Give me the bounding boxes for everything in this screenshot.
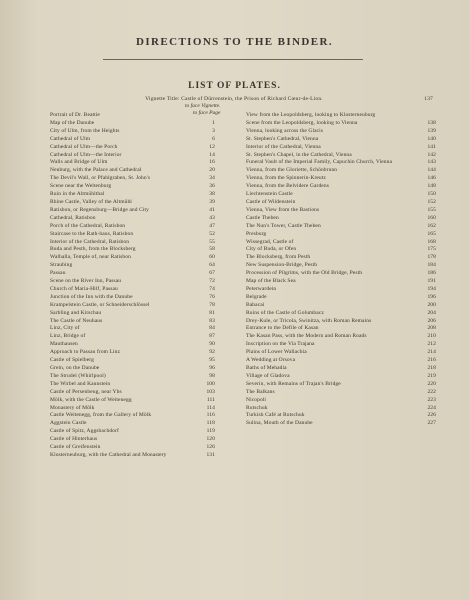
plate-page: 165 bbox=[427, 230, 436, 237]
list-title: LIST OF PLATES. bbox=[188, 81, 281, 91]
plate-title: Castle of Hinterhaus bbox=[50, 436, 98, 443]
plate-title: Approach to Passau from Linz bbox=[50, 349, 121, 356]
plate-title: Vienna, looking across the Glacis bbox=[246, 127, 324, 134]
plate-page: 6 bbox=[212, 135, 215, 142]
plate-title: Nicopoli bbox=[246, 396, 267, 403]
plate-page: 76 bbox=[209, 293, 215, 300]
plate-title: Funeral Vault of the Imperial Family, Capuchin Church, Vienna bbox=[246, 159, 393, 166]
plate-entry bbox=[50, 270, 215, 278]
plate-title: Sulina, Mouth of the Danube bbox=[246, 420, 313, 427]
plate-entry bbox=[50, 278, 215, 286]
plate-entry bbox=[50, 199, 215, 207]
plate-title: St. Stephen's Cathedral, Vienna bbox=[246, 135, 319, 142]
plate-entry bbox=[50, 373, 215, 381]
plate-page: 200 bbox=[427, 301, 436, 308]
plate-title: Liechtenstein Castle bbox=[246, 191, 293, 198]
plate-title: New Suspension-Bridge, Pesth bbox=[246, 262, 318, 269]
plate-entry bbox=[50, 444, 215, 452]
plate-entry bbox=[246, 341, 436, 349]
plate-entry bbox=[50, 144, 215, 152]
plate-entry bbox=[246, 183, 436, 191]
plate-entry bbox=[246, 254, 436, 262]
plate-page: 194 bbox=[427, 285, 436, 292]
plate-entry bbox=[50, 389, 215, 397]
plate-page: 150 bbox=[427, 191, 436, 198]
plate-entry bbox=[50, 254, 215, 262]
plate-entry bbox=[246, 136, 436, 144]
plate-entry bbox=[50, 412, 215, 420]
plate-title: Scene from the Leopoldsberg, looking to Vienna bbox=[246, 119, 358, 126]
plate-title: The Wirbel and Kaunstein bbox=[50, 380, 111, 387]
plate-entry bbox=[246, 278, 436, 286]
plate-title: Peterwardein bbox=[246, 285, 277, 292]
plate-entry bbox=[50, 246, 215, 254]
plate-entry bbox=[50, 397, 215, 405]
plate-entry bbox=[50, 207, 215, 215]
plate-entry bbox=[246, 357, 436, 365]
plate-entry bbox=[50, 420, 215, 428]
plate-entry bbox=[50, 239, 215, 247]
plate-title: The Kasan Pass, with the Modern and Roman Roads bbox=[246, 333, 367, 340]
plate-entry bbox=[246, 231, 436, 239]
plate-page: 178 bbox=[427, 254, 436, 261]
plate-page: 186 bbox=[427, 270, 436, 277]
plate-title: Aggstein Castle bbox=[50, 420, 87, 427]
plate-page: 111 bbox=[206, 396, 215, 403]
plate-entry bbox=[246, 152, 436, 160]
plate-entry bbox=[50, 159, 215, 167]
plate-page: 38 bbox=[209, 191, 215, 198]
plate-entry bbox=[246, 167, 436, 175]
plate-page: 224 bbox=[427, 404, 436, 411]
plate-page: 116 bbox=[206, 412, 215, 419]
plate-page: 96 bbox=[209, 365, 215, 371]
plate-entry bbox=[246, 420, 436, 428]
plate-title: Severin, with Remains of Trajan's Bridge bbox=[246, 380, 341, 387]
plate-title: Mauthausen bbox=[50, 341, 78, 348]
plate-title: City of Ulm, from the Heights bbox=[50, 127, 120, 134]
plate-entry bbox=[50, 215, 215, 223]
plate-title: The Nun's Tower, Castle Theben bbox=[246, 222, 321, 229]
plate-title: Drey-Kule, or Tricola, Swinitza, with Roman Remains bbox=[246, 317, 372, 324]
plate-entry bbox=[246, 373, 436, 381]
plate-entry bbox=[50, 349, 215, 357]
plate-title: The Strudel (Whirlpool) bbox=[50, 372, 106, 379]
plate-entry bbox=[246, 412, 436, 420]
plate-page: 210 bbox=[427, 333, 436, 340]
plate-entry bbox=[50, 136, 215, 144]
plate-page: 143 bbox=[427, 159, 436, 166]
plate-title: Walhalla, Temple of, near Ratisbon bbox=[50, 254, 131, 261]
page-heading: DIRECTIONS TO THE BINDER. bbox=[136, 36, 333, 48]
plate-title: Cathedral of Ulm—the Interior bbox=[50, 151, 122, 158]
vignette-page: 137 bbox=[424, 96, 433, 102]
note-title-page: to face Page bbox=[192, 110, 221, 116]
plate-title: Vienna, from the Gloriette, Schönbrunn bbox=[246, 167, 338, 174]
vignette-title: Vignette Title: Castle of Dürrenstein, the Prison of Richard Cœur-de-Lion. bbox=[145, 96, 323, 102]
plate-entry bbox=[246, 318, 436, 326]
plate-page: 220 bbox=[427, 380, 436, 387]
plate-title: A Wedding at Orsova bbox=[246, 357, 296, 364]
plate-page: 95 bbox=[209, 357, 215, 364]
plate-page: 100 bbox=[206, 380, 215, 387]
plate-page: 219 bbox=[427, 372, 436, 379]
plate-page: 206 bbox=[427, 317, 436, 324]
plate-page: 162 bbox=[427, 222, 436, 229]
plate-entry bbox=[246, 294, 436, 302]
plate-entry bbox=[246, 365, 436, 373]
plate-page: 184 bbox=[427, 262, 436, 269]
plate-title: St. Stephen's Chapel, in the Cathedral, Vienna bbox=[246, 151, 352, 158]
plate-entry bbox=[50, 223, 215, 231]
plate-title: Scene near the Weltenburg bbox=[50, 183, 112, 190]
plate-title: Monastery of Mölk bbox=[50, 404, 95, 411]
plate-entry bbox=[50, 120, 215, 128]
plate-page: 90 bbox=[209, 341, 215, 348]
plate-entry bbox=[246, 302, 436, 310]
plate-entry bbox=[50, 175, 215, 183]
plate-page: 196 bbox=[427, 293, 436, 300]
plate-entry bbox=[246, 199, 436, 207]
plate-page: 14 bbox=[209, 151, 215, 158]
plate-title: Walls and Bridge of Ulm bbox=[50, 159, 108, 166]
plate-entry bbox=[50, 405, 215, 413]
plate-title: Interior of the Cathedral, Ratisbon bbox=[50, 238, 130, 245]
plate-entry bbox=[246, 175, 436, 183]
plate-title: Klosterneuburg, with the Cathedral and Monastery bbox=[50, 451, 167, 458]
plate-title: The Balkans bbox=[246, 388, 275, 395]
plate-title: Cathedral, Ratisbon bbox=[50, 214, 96, 221]
plate-entry bbox=[50, 310, 215, 318]
plate-page: 64 bbox=[209, 262, 215, 269]
plate-page: 204 bbox=[427, 309, 436, 316]
plate-entry bbox=[246, 397, 436, 405]
plate-title: Scene on the River Inn, Passau bbox=[50, 278, 122, 285]
plate-entry bbox=[50, 341, 215, 349]
plate-title: City of Buda, or Ofen bbox=[246, 246, 297, 253]
plate-title: Castle Weitenegg, from the Gallery of Mölk bbox=[50, 412, 152, 419]
plate-title: The Devil's Wall, or Pfahlgraben, St. John's bbox=[50, 175, 151, 182]
plate-title: Map of the Black Sea bbox=[246, 278, 296, 285]
plate-title: Inscription on the Via Trajana bbox=[246, 341, 315, 348]
plate-entry bbox=[246, 246, 436, 254]
plate-page: 87 bbox=[209, 333, 215, 340]
plate-page: 216 bbox=[427, 357, 436, 364]
plate-entry bbox=[246, 325, 436, 333]
plate-page: 142 bbox=[427, 151, 436, 158]
plate-entry bbox=[246, 112, 436, 120]
right-plate-column bbox=[246, 112, 436, 428]
plate-entry bbox=[50, 428, 215, 436]
left-plate-column bbox=[50, 112, 215, 460]
plate-page: 72 bbox=[209, 278, 215, 285]
plate-page: 1 bbox=[212, 119, 215, 126]
plate-title: Linz, Bridge of bbox=[50, 333, 86, 340]
plate-title: Procession of Pilgrims, with the Old Bridge, Pesth bbox=[246, 270, 363, 277]
plate-title: Vienna, View from the Bastions bbox=[246, 206, 320, 213]
plate-page: 126 bbox=[206, 444, 215, 451]
plate-page: 146 bbox=[427, 175, 436, 182]
plate-title: Church of Maria-Hilf, Passau bbox=[50, 285, 118, 292]
plate-page: 227 bbox=[427, 420, 436, 427]
plate-page: 160 bbox=[427, 214, 436, 221]
plate-title: Portrait of Dr. Beattie bbox=[50, 112, 100, 118]
plate-title: Castle of Spitz, Aggsbachdorf bbox=[50, 428, 119, 435]
plate-entry bbox=[50, 128, 215, 136]
plate-title: Neuburg, with the Palace and Cathedral bbox=[50, 167, 142, 174]
plate-page: 155 bbox=[427, 206, 436, 213]
plate-title: View from the Leopoldsberg, looking to Klosterneuburg bbox=[246, 112, 376, 118]
plate-title: Ratisbon, or Regensburg—Bridge and City bbox=[50, 206, 149, 213]
plate-title: Map of the Danube bbox=[50, 119, 95, 126]
plate-entry bbox=[246, 239, 436, 247]
plate-entry bbox=[50, 294, 215, 302]
plate-page: 84 bbox=[209, 325, 215, 332]
plate-page: 78 bbox=[209, 301, 215, 308]
plate-page: 140 bbox=[427, 135, 436, 142]
plate-page: 39 bbox=[209, 198, 215, 205]
plate-entry bbox=[246, 349, 436, 357]
plate-page: 214 bbox=[427, 349, 436, 356]
plate-title: Castle of Wildenstein bbox=[246, 198, 296, 205]
plate-entry bbox=[246, 144, 436, 152]
plate-title: Plains of Lower Wallachia bbox=[246, 349, 307, 356]
plate-entry bbox=[246, 215, 436, 223]
plate-entry bbox=[246, 191, 436, 199]
plate-page: 226 bbox=[427, 412, 436, 419]
plate-page: 139 bbox=[427, 127, 436, 134]
plate-page: 152 bbox=[427, 198, 436, 205]
plate-page: 58 bbox=[209, 246, 215, 253]
plate-entry bbox=[50, 302, 215, 310]
plate-page: 3 bbox=[212, 127, 215, 134]
plate-page: 55 bbox=[209, 238, 215, 245]
plate-page: 83 bbox=[209, 317, 215, 324]
plate-entry bbox=[50, 183, 215, 191]
plate-title: Belgrade bbox=[246, 293, 267, 300]
plate-page: 20 bbox=[209, 167, 215, 174]
plate-entry bbox=[50, 381, 215, 389]
plate-title: Entrance to the Defile of Kasan bbox=[246, 325, 319, 332]
plate-page: 131 bbox=[206, 451, 215, 458]
plate-title: Grein, on the Danube bbox=[50, 365, 100, 371]
plate-page: 208 bbox=[427, 325, 436, 332]
plate-page: 12 bbox=[209, 143, 215, 150]
plate-entry bbox=[246, 333, 436, 341]
plate-page: 144 bbox=[427, 167, 436, 174]
plate-title: Castle of Spielberg bbox=[50, 357, 94, 364]
plate-page: 141 bbox=[427, 143, 436, 150]
plate-title: Rhine Castle, Valley of the Altmühl bbox=[50, 198, 132, 205]
plate-entry bbox=[246, 389, 436, 397]
plate-page: 16 bbox=[209, 159, 215, 166]
plate-entry bbox=[50, 365, 215, 373]
plate-title: Passau bbox=[50, 270, 66, 277]
plate-entry bbox=[50, 262, 215, 270]
plate-entry bbox=[50, 167, 215, 175]
plate-page: 74 bbox=[209, 285, 215, 292]
plate-entry bbox=[246, 381, 436, 389]
plate-entry bbox=[50, 152, 215, 160]
plate-entry bbox=[246, 310, 436, 318]
plate-page: 52 bbox=[209, 230, 215, 237]
plate-title: Castle of Greifenstein bbox=[50, 444, 101, 451]
plate-page: 218 bbox=[427, 365, 436, 371]
plate-entry bbox=[50, 318, 215, 326]
plate-page: 34 bbox=[209, 175, 215, 182]
plate-entry bbox=[50, 191, 215, 199]
plate-page: 103 bbox=[206, 388, 215, 395]
plate-page: 223 bbox=[427, 396, 436, 403]
plate-title: Wissegrad, Castle of bbox=[246, 238, 294, 245]
plate-title: Baths of Mehadia bbox=[246, 365, 287, 371]
plate-title: Straubing bbox=[50, 262, 73, 269]
plate-page: 191 bbox=[427, 278, 436, 285]
heading-rule bbox=[103, 59, 363, 60]
plate-page: 60 bbox=[209, 254, 215, 261]
vignette-line bbox=[55, 95, 433, 103]
plate-title: Cathedral of Ulm—the Porch bbox=[50, 143, 118, 150]
plate-title: Porch of the Cathedral, Ratisbon bbox=[50, 222, 126, 229]
plate-page: 36 bbox=[209, 183, 215, 190]
plate-entry bbox=[246, 286, 436, 294]
plate-entry bbox=[50, 286, 215, 294]
plate-title: The Blocksberg, from Pesth bbox=[246, 254, 311, 261]
plate-title: Castle of Persenbeug, near Ybs bbox=[50, 388, 122, 395]
plate-title: Interior of the Cathedral, Vienna bbox=[246, 143, 321, 150]
plate-page: 212 bbox=[427, 341, 436, 348]
plate-entry bbox=[246, 223, 436, 231]
plate-title: Babacai bbox=[246, 301, 265, 308]
plate-entry bbox=[50, 357, 215, 365]
plate-page: 120 bbox=[206, 436, 215, 443]
plate-title: The Castle of Neuhaus bbox=[50, 317, 103, 324]
plate-page: 119 bbox=[206, 428, 215, 435]
plate-entry bbox=[246, 159, 436, 167]
plate-entry bbox=[50, 231, 215, 239]
plate-page: 81 bbox=[209, 309, 215, 316]
plate-title: Turkish Café at Rutschuk bbox=[246, 412, 305, 419]
plate-page: 43 bbox=[209, 214, 215, 221]
plate-entry bbox=[246, 270, 436, 278]
plate-entry bbox=[246, 262, 436, 270]
plate-title: Vienna, from the Belvidere Gardens bbox=[246, 183, 329, 190]
plate-title: Ruin in the Altmühlthal bbox=[50, 191, 105, 198]
plate-page: 98 bbox=[209, 372, 215, 379]
note-vignette: to face Vignette. bbox=[185, 103, 221, 109]
plate-title: Staircase to the Rath-haus, Ratisbon bbox=[50, 230, 134, 237]
plate-entry bbox=[246, 120, 436, 128]
plate-title: Presburg bbox=[246, 230, 267, 237]
plate-title: Krampelstein Castle, or Schneiderschlössel bbox=[50, 301, 150, 308]
plate-entry bbox=[50, 333, 215, 341]
plate-page: 148 bbox=[427, 183, 436, 190]
plate-entry bbox=[246, 207, 436, 215]
plate-title: Buda and Pesth, from the Blocksberg bbox=[50, 246, 136, 253]
plate-title: Cathedral of Ulm bbox=[50, 135, 91, 142]
plate-page: 175 bbox=[427, 246, 436, 253]
plate-page: 114 bbox=[206, 404, 215, 411]
plate-page: 222 bbox=[427, 388, 436, 395]
plate-title: Rutschuk bbox=[246, 404, 268, 411]
plate-page: 168 bbox=[427, 238, 436, 245]
plate-page: 67 bbox=[209, 270, 215, 277]
plate-entry bbox=[50, 452, 215, 460]
plate-page: 118 bbox=[206, 420, 215, 427]
plate-entry bbox=[246, 128, 436, 136]
plate-entry bbox=[246, 405, 436, 413]
plate-page: 138 bbox=[427, 119, 436, 126]
plate-title: Ruins of the Castle of Golumbacz bbox=[246, 309, 324, 316]
plate-page: 47 bbox=[209, 222, 215, 229]
plate-title: Castle Theben bbox=[246, 214, 279, 221]
plate-title: Village of Gladova bbox=[246, 372, 290, 379]
plate-title: Sarbling and Kirschau bbox=[50, 309, 102, 316]
plate-page: 92 bbox=[209, 349, 215, 356]
plate-entry bbox=[50, 112, 215, 120]
plate-page: 41 bbox=[209, 206, 215, 213]
plate-title: Vienna, from the Spinnerin-Kreutz bbox=[246, 175, 326, 182]
plate-title: Linz, City of bbox=[50, 325, 80, 332]
plate-title: Junction of the Inn with the Danube bbox=[50, 293, 133, 300]
plate-entry bbox=[50, 436, 215, 444]
plate-entry bbox=[50, 325, 215, 333]
plate-title: Mölk, with the Castle of Weitenegg bbox=[50, 396, 132, 403]
